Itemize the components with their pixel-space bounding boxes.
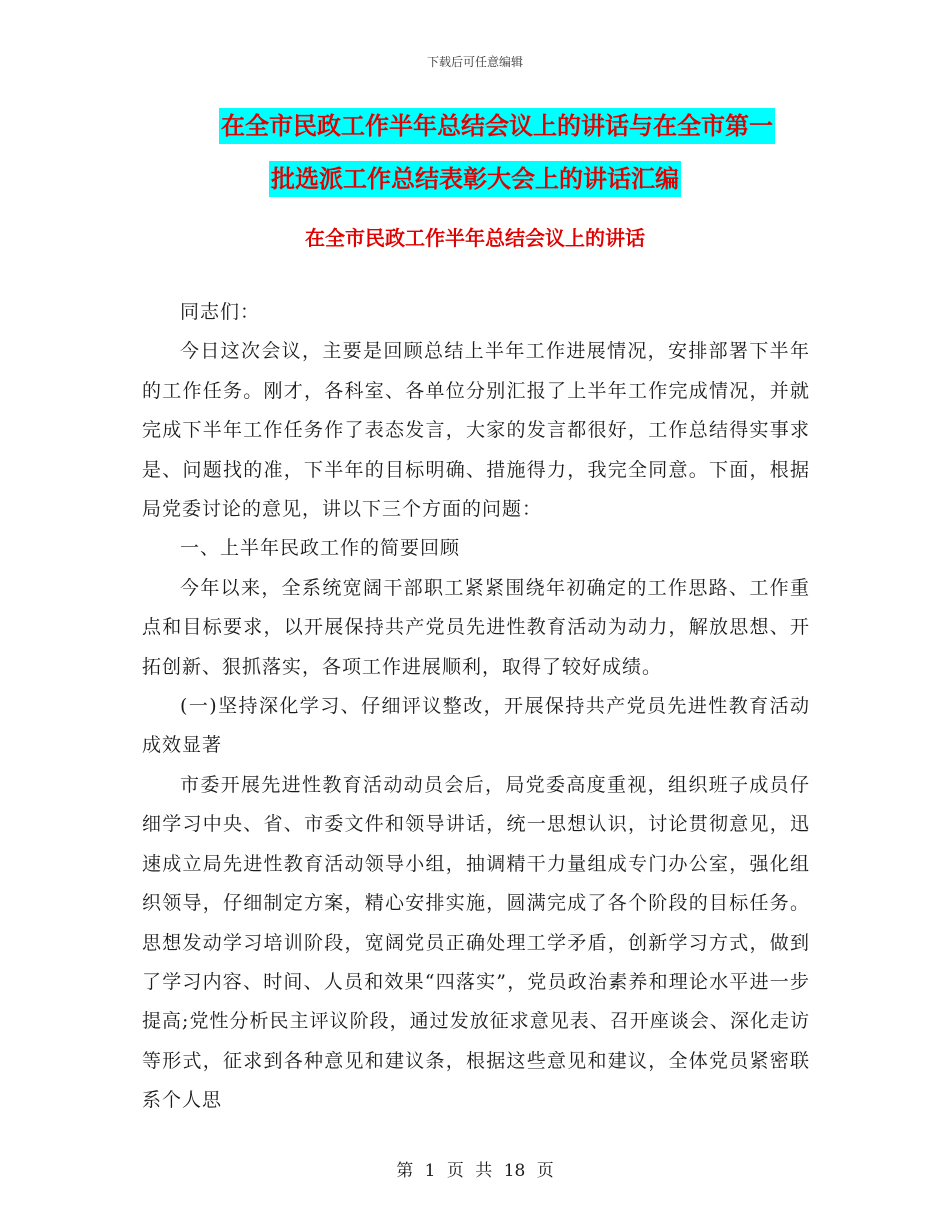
paragraph-heading-1: 一、上半年民政工作的简要回顾 bbox=[180, 537, 461, 560]
document-title-line-1: 在全市民政工作半年总结会议上的讲话与在全市第一 bbox=[219, 108, 775, 144]
page-number: 第 1 页 共 18 页 bbox=[396, 1161, 554, 1181]
paragraph-subheading-1: (一)坚持深化学习、仔细评议整改，开展保持共产党员先进性教育活动成效显著 bbox=[142, 695, 810, 757]
document-title bbox=[0, 108, 950, 198]
document-body bbox=[142, 293, 810, 1121]
paragraph-overview: 今年以来，全系统宽阔干部职工紧紧围绕年初确定的工作思路、工作重点和目标要求，以开展保持共产党员先进性教育活动为动力，解放思想、开拓创新、狠抓落实，各项工作进展顺利，取得了较好成绩。 bbox=[142, 576, 810, 678]
page-header-note: 下载后可任意编辑 bbox=[426, 55, 523, 69]
document-title-line-2: 批选派工作总结表彰大会上的讲话汇编 bbox=[269, 161, 681, 197]
paragraph-detail: 市委开展先进性教育活动动员会后，局党委高度重视，组织班子成员仔细学习中央、省、市委文件和领导讲话，统一思想认识，讨论贯彻意见，迅速成立局先进性教育活动领导小组，抽调精干力量组成专门办公室，强化组织领导，仔细制定方案，精心安排实施，圆满完成了各个阶段的目标任务。思想发动学习培训阶段，宽阔党员正确处理工学矛盾，创新学习方式，做到了学习内容、时间、人员和效果“四落实”，党员政治素养和理论水平进一步提高;党性分析民主评议阶段，通过发放征求意见表、召开座谈会、深化走访等形式，征求到各种意见和建议条，根据这些意见和建议，全体党员紧密联系个人思 bbox=[142, 773, 810, 1112]
section-title: 在全市民政工作半年总结会议上的讲话 bbox=[305, 226, 645, 250]
paragraph-intro: 今日这次会议，主要是回顾总结上半年工作进展情况，安排部署下半年的工作任务。刚才，各科室、各单位分别汇报了上半年工作完成情况，并就完成下半年工作任务作了表态发言，大家的发言都很好，工作总结得实事求是、问题找的准，下半年的目标明确、措施得力，我完全同意。下面，根据局党委讨论的意见，讲以下三个方面的问题： bbox=[142, 340, 810, 521]
paragraph-greeting: 同志们： bbox=[180, 301, 261, 323]
